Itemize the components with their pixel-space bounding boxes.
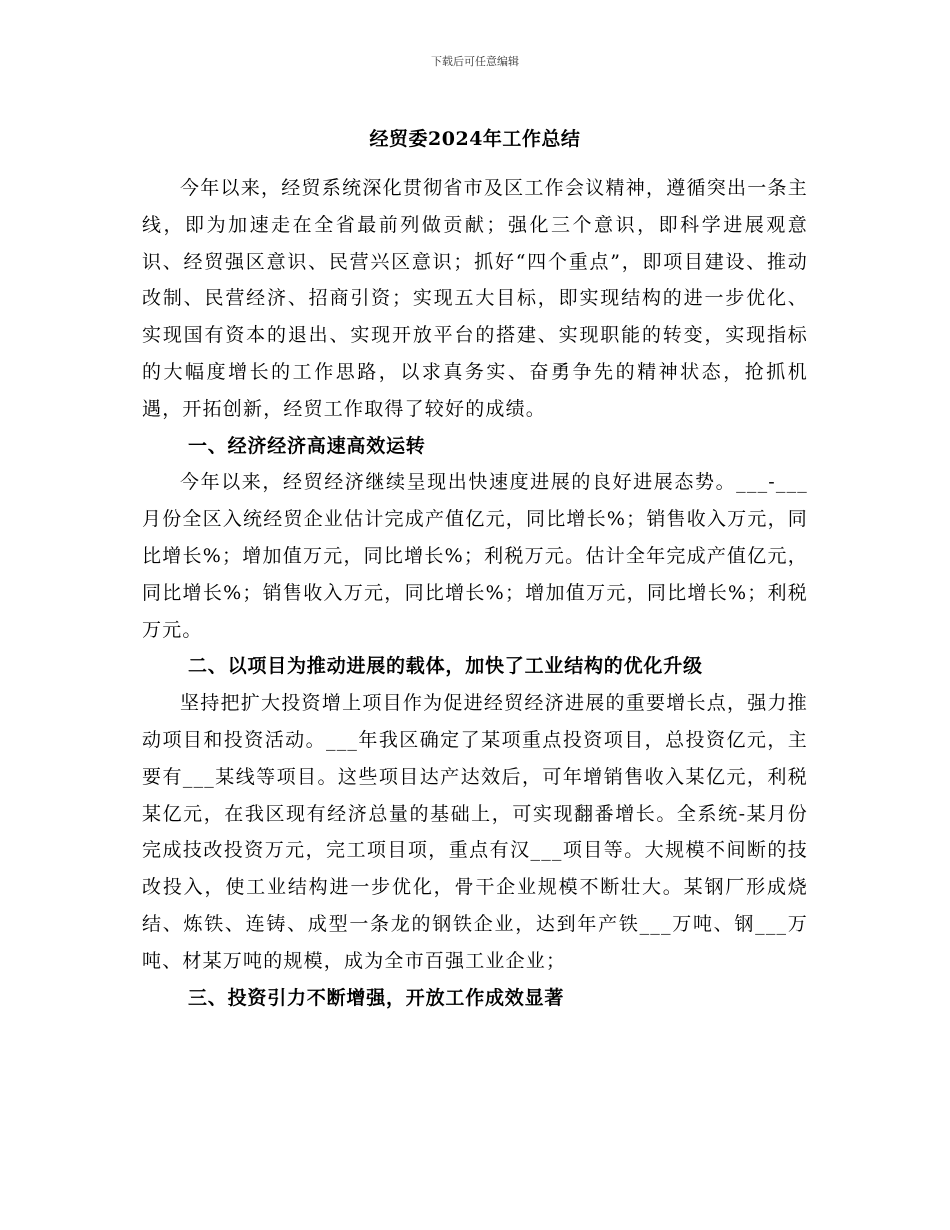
document-body (142, 170, 808, 1016)
section-2-paragraph: 坚持把扩大投资增上项目作为促进经贸经济进展的重要增长点，强力推动项目和投资活动。___年我区确定了某项重点投资项目，总投资亿元，主要有___某线等项目。这些项目达产达效后，可年增销售收入某亿元，利税某亿元，在我区现有经济总量的基础上，可实现翻番增长。全系统-某月份完成技改投资万元，完工项目项，重点有汉___项目等。大规模不间断的技改投入，使工业结构进一步优化，骨干企业规模不断壮大。某钢厂形成烧结、炼铁、连铸、成型一条龙的钢铁企业，达到年产铁___万吨、钢___万吨、材某万吨的规模，成为全市百强工业企业； (142, 692, 808, 972)
section-2-heading: 二、以项目为推动进展的载体，加快了工业结构的优化升级 (188, 655, 703, 678)
section-3-heading: 三、投资引力不断增强，开放工作成效显著 (188, 986, 565, 1009)
section-1-heading: 一、经济经济高速高效运转 (188, 434, 426, 457)
section-1-paragraph: 今年以来，经贸经济继续呈现出快速度进展的良好进展态势。___-___月份全区入统经贸企业估计完成产值亿元，同比增长%；销售收入万元，同比增长%；增加值万元，同比增长%；利税万元。估计全年完成产值亿元，同比增长%；销售收入万元，同比增长%；增加值万元，同比增长%；利税万元。 (142, 471, 808, 641)
header-note: 下载后可任意编辑 (431, 55, 519, 68)
intro-paragraph: 今年以来，经贸系统深化贯彻省市及区工作会议精神，遵循突出一条主线，即为加速走在全省最前列做贡献；强化三个意识，即科学进展观意识、经贸强区意识、民营兴区意识；抓好“四个重点”，即项目建设、推动改制、民营经济、招商引资；实现五大目标，即实现结构的进一步优化、实现国有资本的退出、实现开放平台的搭建、实现职能的转变，实现指标的大幅度增长的工作思路，以求真务实、奋勇争先的精神状态，抢抓机遇，开拓创新，经贸工作取得了较好的成绩。 (142, 177, 808, 420)
document-title: 经贸委2024年工作总结 (369, 128, 581, 150)
